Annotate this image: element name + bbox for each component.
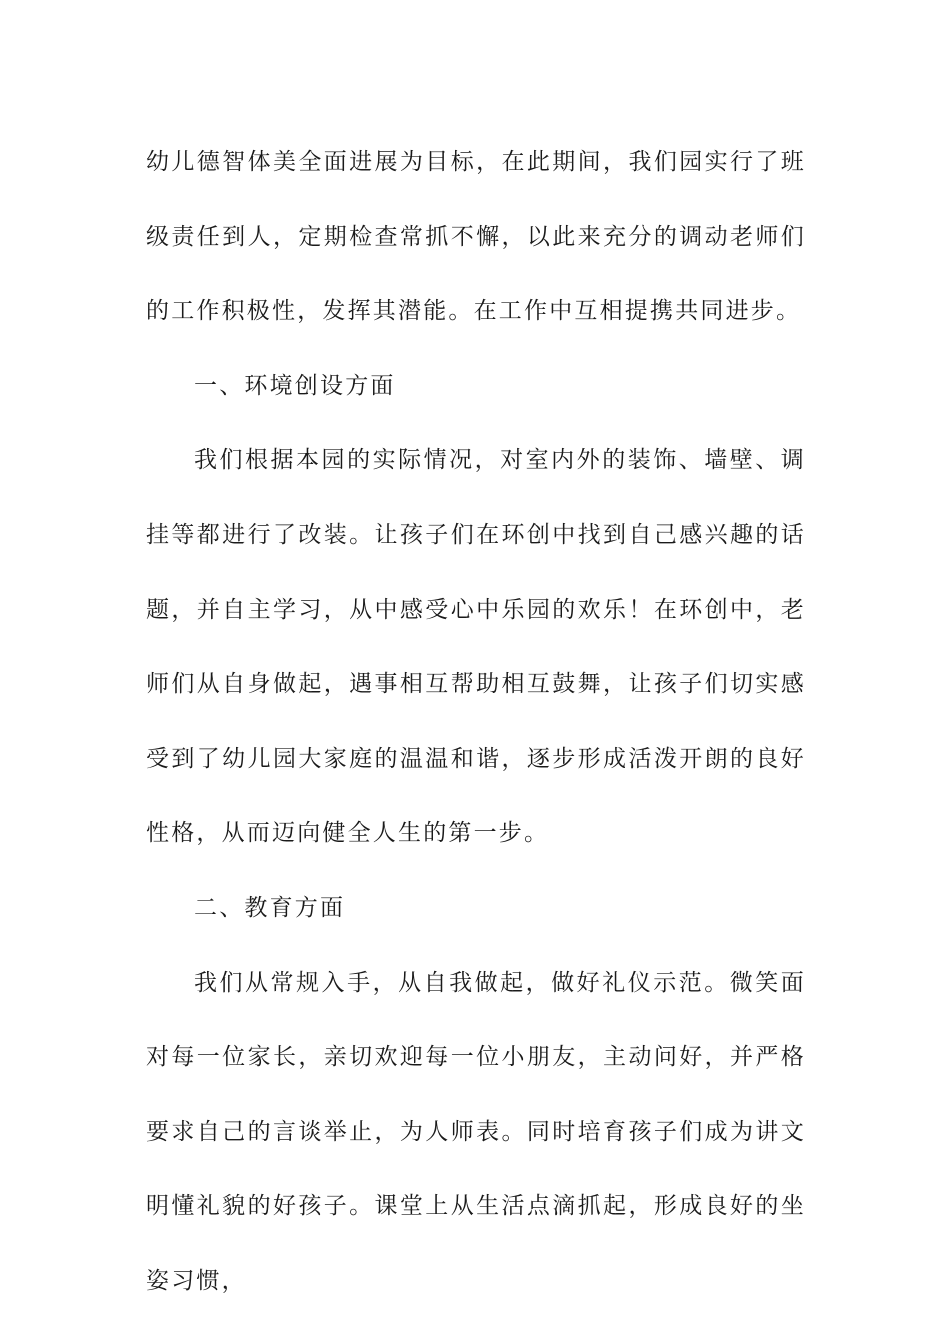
document-body [146, 125, 806, 1319]
paragraph-continued: 幼儿德智体美全面进展为目标，在此期间，我们园实行了班级责任到人，定期检查常抓不懈，以此来充分的调动老师们的工作积极性，发挥其潜能。在工作中互相提携共同进步。 [146, 149, 806, 325]
section-heading-education: 二、教育方面 [194, 894, 346, 921]
paragraph-education: 我们从常规入手，从自我做起，做好礼仪示范。微笑面对每一位家长，亲切欢迎每一位小朋友，主动问好，并严格要求自己的言谈举止，为人师表。同时培育孩子们成为讲文明懂礼貌的好孩子。课堂上从生活点滴抓起，形成良好的坐姿习惯， [146, 969, 806, 1294]
section-heading-environment: 一、环境创设方面 [194, 372, 396, 399]
paragraph-environment: 我们根据本园的实际情况，对室内外的装饰、墙壁、调挂等都进行了改装。让孩子们在环创中找到自己感兴趣的话题，并自主学习，从中感受心中乐园的欢乐！在环创中，老师们从自身做起，遇事相互帮助相互鼓舞，让孩子们切实感受到了幼儿园大家庭的温温和谐，逐步形成活泼开朗的良好性格，从而迈向健全人生的第一步。 [146, 447, 806, 847]
